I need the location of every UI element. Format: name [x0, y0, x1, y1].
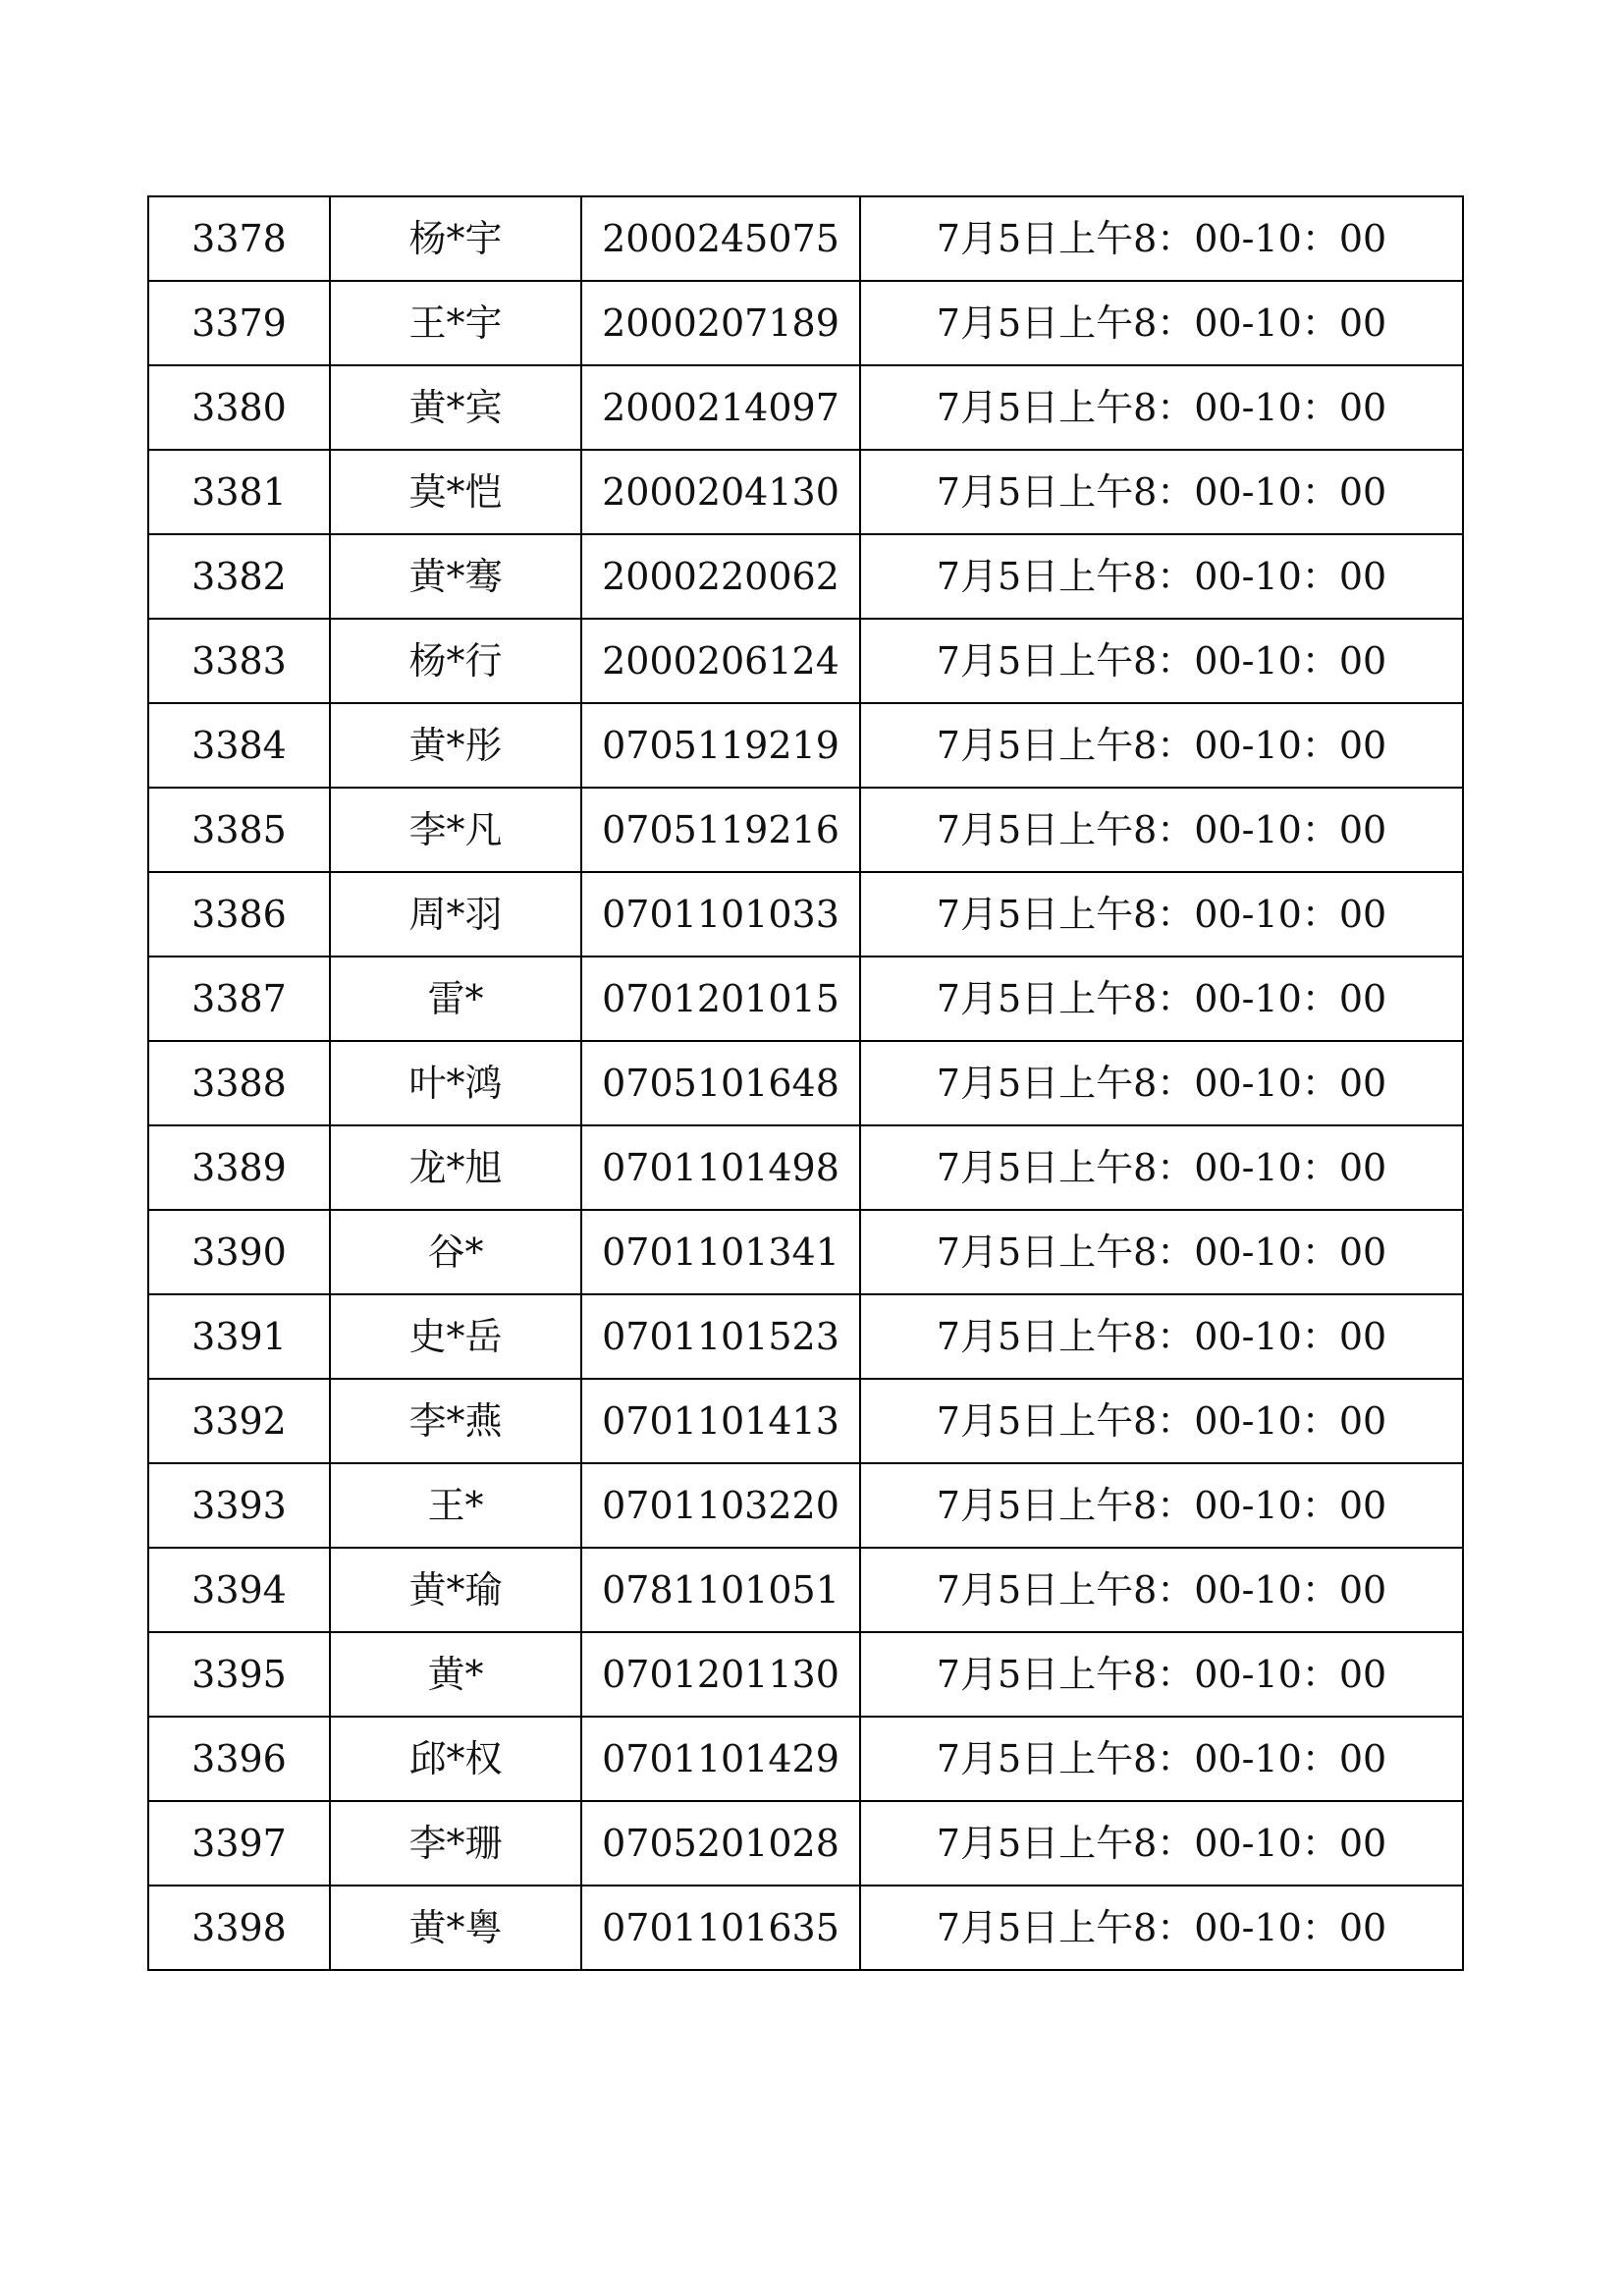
time-slot-cell: 7月5日上午8：00-10：00: [860, 534, 1463, 619]
time-slot-cell: 7月5日上午8：00-10：00: [860, 1801, 1463, 1886]
schedule-table: [147, 195, 1464, 1971]
seq-cell: 3390: [148, 1210, 330, 1294]
schedule-table-body: [148, 196, 1463, 1970]
seq-cell: 3384: [148, 703, 330, 788]
time-slot-cell: 7月5日上午8：00-10：00: [860, 196, 1463, 281]
table-row: [148, 1801, 1463, 1886]
seq-cell: 3392: [148, 1379, 330, 1463]
time-slot-cell: 7月5日上午8：00-10：00: [860, 703, 1463, 788]
table-row: [148, 957, 1463, 1041]
table-row: [148, 1210, 1463, 1294]
name-cell: 莫*恺: [330, 450, 581, 534]
name-cell: 黄*: [330, 1632, 581, 1717]
seq-cell: 3385: [148, 788, 330, 872]
seq-cell: 3382: [148, 534, 330, 619]
table-row: [148, 1294, 1463, 1379]
id-number-cell: 0781101051: [581, 1548, 860, 1632]
name-cell: 黄*粤: [330, 1886, 581, 1970]
seq-cell: 3394: [148, 1548, 330, 1632]
seq-cell: 3393: [148, 1463, 330, 1548]
seq-cell: 3391: [148, 1294, 330, 1379]
table-row: [148, 450, 1463, 534]
name-cell: 龙*旭: [330, 1125, 581, 1210]
name-cell: 王*宇: [330, 281, 581, 365]
time-slot-cell: 7月5日上午8：00-10：00: [860, 1041, 1463, 1125]
table-row: [148, 196, 1463, 281]
time-slot-cell: 7月5日上午8：00-10：00: [860, 1548, 1463, 1632]
id-number-cell: 0705201028: [581, 1801, 860, 1886]
table-row: [148, 619, 1463, 703]
seq-cell: 3395: [148, 1632, 330, 1717]
name-cell: 杨*宇: [330, 196, 581, 281]
name-cell: 黄*彤: [330, 703, 581, 788]
time-slot-cell: 7月5日上午8：00-10：00: [860, 281, 1463, 365]
id-number-cell: 0701201130: [581, 1632, 860, 1717]
seq-cell: 3383: [148, 619, 330, 703]
seq-cell: 3381: [148, 450, 330, 534]
time-slot-cell: 7月5日上午8：00-10：00: [860, 1886, 1463, 1970]
seq-cell: 3387: [148, 957, 330, 1041]
name-cell: 黄*瑜: [330, 1548, 581, 1632]
time-slot-cell: 7月5日上午8：00-10：00: [860, 365, 1463, 450]
time-slot-cell: 7月5日上午8：00-10：00: [860, 619, 1463, 703]
name-cell: 李*凡: [330, 788, 581, 872]
id-number-cell: 0701101033: [581, 872, 860, 957]
seq-cell: 3389: [148, 1125, 330, 1210]
name-cell: 黄*骞: [330, 534, 581, 619]
id-number-cell: 2000204130: [581, 450, 860, 534]
time-slot-cell: 7月5日上午8：00-10：00: [860, 1294, 1463, 1379]
table-row: [148, 1886, 1463, 1970]
id-number-cell: 0701101635: [581, 1886, 860, 1970]
name-cell: 王*: [330, 1463, 581, 1548]
time-slot-cell: 7月5日上午8：00-10：00: [860, 788, 1463, 872]
table-row: [148, 788, 1463, 872]
table-row: [148, 1041, 1463, 1125]
table-row: [148, 281, 1463, 365]
table-row: [148, 1632, 1463, 1717]
name-cell: 李*燕: [330, 1379, 581, 1463]
seq-cell: 3398: [148, 1886, 330, 1970]
time-slot-cell: 7月5日上午8：00-10：00: [860, 957, 1463, 1041]
id-number-cell: 0705119219: [581, 703, 860, 788]
id-number-cell: 2000214097: [581, 365, 860, 450]
seq-cell: 3388: [148, 1041, 330, 1125]
table-row: [148, 703, 1463, 788]
time-slot-cell: 7月5日上午8：00-10：00: [860, 1632, 1463, 1717]
time-slot-cell: 7月5日上午8：00-10：00: [860, 1125, 1463, 1210]
seq-cell: 3380: [148, 365, 330, 450]
table-row: [148, 1717, 1463, 1801]
table-row: [148, 1463, 1463, 1548]
name-cell: 雷*: [330, 957, 581, 1041]
seq-cell: 3378: [148, 196, 330, 281]
name-cell: 叶*鸿: [330, 1041, 581, 1125]
id-number-cell: 2000220062: [581, 534, 860, 619]
time-slot-cell: 7月5日上午8：00-10：00: [860, 872, 1463, 957]
time-slot-cell: 7月5日上午8：00-10：00: [860, 1717, 1463, 1801]
table-row: [148, 1548, 1463, 1632]
name-cell: 周*羽: [330, 872, 581, 957]
time-slot-cell: 7月5日上午8：00-10：00: [860, 1463, 1463, 1548]
name-cell: 杨*行: [330, 619, 581, 703]
id-number-cell: 0701101341: [581, 1210, 860, 1294]
seq-cell: 3386: [148, 872, 330, 957]
id-number-cell: 0701201015: [581, 957, 860, 1041]
id-number-cell: 0701101523: [581, 1294, 860, 1379]
time-slot-cell: 7月5日上午8：00-10：00: [860, 1210, 1463, 1294]
table-row: [148, 1125, 1463, 1210]
id-number-cell: 0701101429: [581, 1717, 860, 1801]
table-row: [148, 365, 1463, 450]
id-number-cell: 2000206124: [581, 619, 860, 703]
id-number-cell: 0701101498: [581, 1125, 860, 1210]
seq-cell: 3379: [148, 281, 330, 365]
id-number-cell: 0701103220: [581, 1463, 860, 1548]
table-row: [148, 1379, 1463, 1463]
table-row: [148, 534, 1463, 619]
time-slot-cell: 7月5日上午8：00-10：00: [860, 1379, 1463, 1463]
name-cell: 邱*权: [330, 1717, 581, 1801]
table-row: [148, 872, 1463, 957]
id-number-cell: 0705101648: [581, 1041, 860, 1125]
time-slot-cell: 7月5日上午8：00-10：00: [860, 450, 1463, 534]
id-number-cell: 2000207189: [581, 281, 860, 365]
name-cell: 黄*宾: [330, 365, 581, 450]
seq-cell: 3396: [148, 1717, 330, 1801]
id-number-cell: 0701101413: [581, 1379, 860, 1463]
name-cell: 谷*: [330, 1210, 581, 1294]
seq-cell: 3397: [148, 1801, 330, 1886]
name-cell: 李*珊: [330, 1801, 581, 1886]
id-number-cell: 0705119216: [581, 788, 860, 872]
id-number-cell: 2000245075: [581, 196, 860, 281]
name-cell: 史*岳: [330, 1294, 581, 1379]
